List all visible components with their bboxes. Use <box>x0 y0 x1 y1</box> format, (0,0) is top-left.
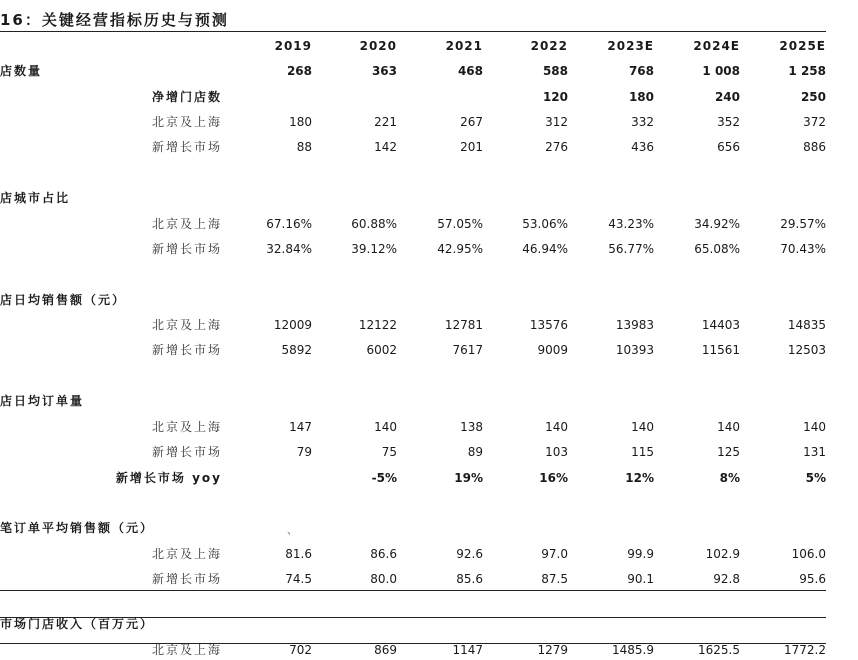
table-cell: 138 <box>460 420 483 434</box>
table-cell: 120 <box>542 90 568 104</box>
table-cell: 363 <box>371 64 397 78</box>
row-label: 新增长市场 <box>151 343 222 357</box>
row-label: 净增门店数 <box>151 90 222 104</box>
row-label: 北京及上海 <box>151 420 222 434</box>
row-label: 新增长市场 <box>151 445 222 459</box>
table-cell: 9009 <box>537 343 568 357</box>
section-label: 店日均订单量 <box>0 394 85 408</box>
table-cell <box>403 87 483 107</box>
row-label: 新增长市场 <box>151 242 222 256</box>
table-row <box>0 239 858 259</box>
table-row <box>0 315 858 335</box>
table-cell: 74.5 <box>285 572 312 586</box>
table-cell: 6002 <box>366 343 397 357</box>
section-label: 店数量 <box>0 64 43 78</box>
table-cell: 140 <box>545 420 568 434</box>
section-label: 店日均销售额（元） <box>0 293 127 307</box>
table-cell: 436 <box>631 140 654 154</box>
table-cell: 29.57% <box>780 217 826 231</box>
table-row <box>0 87 858 107</box>
row-label: 北京及上海 <box>151 318 222 332</box>
rule-top <box>0 31 826 32</box>
table-row <box>0 137 858 157</box>
row-label: 新增长市场 <box>151 140 222 154</box>
table-cell: 10393 <box>615 343 654 357</box>
year-header: 2021 <box>445 39 483 53</box>
table-cell: 588 <box>542 64 568 78</box>
table-cell: 103 <box>545 445 568 459</box>
section-row <box>0 518 858 538</box>
row-label: 新增长市场 yoy <box>115 471 222 485</box>
table-row <box>0 112 858 132</box>
table-cell: 201 <box>460 140 483 154</box>
table-cell: 92.8 <box>713 572 740 586</box>
table-title: 16：关键经营指标历史与预测 <box>0 11 229 29</box>
table-cell: 39.12% <box>351 242 397 256</box>
table-cell <box>317 87 397 107</box>
table-cell: 276 <box>545 140 568 154</box>
table-cell: 12009 <box>273 318 312 332</box>
year-header: 2025E <box>779 39 826 53</box>
table-cell: 140 <box>803 420 826 434</box>
table-cell: 12122 <box>358 318 397 332</box>
table-cell: 86.6 <box>370 547 397 561</box>
table-cell: 140 <box>631 420 654 434</box>
row-label: 新增长市场 <box>151 572 222 586</box>
table-row <box>0 544 858 564</box>
table-cell: 32.84% <box>266 242 312 256</box>
section-row <box>0 391 858 411</box>
section-row <box>0 290 858 310</box>
table-cell: 60.88% <box>351 217 397 231</box>
table-cell: 79 <box>296 445 312 459</box>
rule-middle <box>0 590 826 591</box>
table-cell: 12781 <box>444 318 483 332</box>
table-cell: 14835 <box>787 318 826 332</box>
table-cell: 5% <box>805 471 826 485</box>
table-cell: 352 <box>717 115 740 129</box>
table-cell: 57.05% <box>437 217 483 231</box>
section-row <box>0 614 858 634</box>
table-row <box>0 417 858 437</box>
table-row <box>0 340 858 360</box>
table-cell <box>232 468 312 488</box>
table-cell: 5892 <box>281 343 312 357</box>
table-cell: 12503 <box>787 343 826 357</box>
table-cell: 80.0 <box>370 572 397 586</box>
table-cell: 1147 <box>452 643 483 657</box>
header-row <box>0 36 858 56</box>
table-cell: 102.9 <box>705 547 740 561</box>
table-cell: 11561 <box>701 343 740 357</box>
table-cell <box>232 87 312 107</box>
table-cell: 90.1 <box>627 572 654 586</box>
table-cell: 468 <box>457 64 483 78</box>
table-row <box>0 640 858 660</box>
table-cell: 67.16% <box>266 217 312 231</box>
table-cell: 97.0 <box>541 547 568 561</box>
stray-mark: 、 <box>287 526 297 537</box>
table-cell: 372 <box>803 115 826 129</box>
section-row <box>0 188 858 208</box>
table-cell: 13576 <box>529 318 568 332</box>
table-cell: 180 <box>628 90 654 104</box>
table-cell: 65.08% <box>694 242 740 256</box>
table-cell: 131 <box>803 445 826 459</box>
table-cell: 1485.9 <box>612 643 654 657</box>
table-cell: 43.23% <box>608 217 654 231</box>
row-label: 北京及上海 <box>151 217 222 231</box>
section-row <box>0 61 858 81</box>
table-cell: 8% <box>719 471 740 485</box>
table-cell: 656 <box>717 140 740 154</box>
table-cell: 53.06% <box>522 217 568 231</box>
table-cell: 267 <box>460 115 483 129</box>
table-cell: 147 <box>289 420 312 434</box>
table-row <box>0 468 858 488</box>
table-row <box>0 442 858 462</box>
table-cell: 332 <box>631 115 654 129</box>
table-cell: 12% <box>625 471 654 485</box>
table-row <box>0 569 858 589</box>
table-cell: 19% <box>454 471 483 485</box>
year-header: 2019 <box>274 39 312 53</box>
table-cell: 1772.2 <box>784 643 826 657</box>
section-label: 笔订单平均销售额（元） <box>0 521 155 535</box>
table-cell: 42.95% <box>437 242 483 256</box>
table-cell: 56.77% <box>608 242 654 256</box>
year-header: 2024E <box>693 39 740 53</box>
year-header: 2020 <box>359 39 397 53</box>
table-cell: 702 <box>289 643 312 657</box>
table-cell: 115 <box>631 445 654 459</box>
table-cell: 75 <box>381 445 397 459</box>
table-cell: 240 <box>714 90 740 104</box>
table-cell: 81.6 <box>285 547 312 561</box>
table-cell: 125 <box>717 445 740 459</box>
row-label: 北京及上海 <box>151 643 222 657</box>
table-row <box>0 214 858 234</box>
table-cell: 92.6 <box>456 547 483 561</box>
table-cell: 312 <box>545 115 568 129</box>
table-cell: 85.6 <box>456 572 483 586</box>
table-cell: 89 <box>467 445 483 459</box>
table-cell: 140 <box>717 420 740 434</box>
table-cell: 13983 <box>615 318 654 332</box>
table-cell: 70.43% <box>780 242 826 256</box>
section-label: 市场门店收入（百万元） <box>0 617 155 631</box>
year-header: 2022 <box>530 39 568 53</box>
table-cell: 886 <box>803 140 826 154</box>
table-cell: 1279 <box>537 643 568 657</box>
table-cell: 142 <box>374 140 397 154</box>
table-cell: 221 <box>374 115 397 129</box>
table-cell: 46.94% <box>522 242 568 256</box>
table-cell: 1 008 <box>702 64 740 78</box>
table-cell: 99.9 <box>627 547 654 561</box>
table-cell: 7617 <box>452 343 483 357</box>
row-label: 北京及上海 <box>151 115 222 129</box>
table-cell: 180 <box>289 115 312 129</box>
section-label: 店城市占比 <box>0 191 71 205</box>
table-cell: 1625.5 <box>698 643 740 657</box>
row-label: 北京及上海 <box>151 547 222 561</box>
table-cell: 250 <box>800 90 826 104</box>
table-cell: -5% <box>371 471 397 485</box>
table-cell: 34.92% <box>694 217 740 231</box>
table-cell: 16% <box>539 471 568 485</box>
table-cell: 95.6 <box>799 572 826 586</box>
table-cell: 268 <box>286 64 312 78</box>
table-cell: 768 <box>628 64 654 78</box>
table-cell: 14403 <box>701 318 740 332</box>
table-cell: 106.0 <box>791 547 826 561</box>
table-cell: 87.5 <box>541 572 568 586</box>
year-header: 2023E <box>607 39 654 53</box>
table-cell: 140 <box>374 420 397 434</box>
table-cell: 869 <box>374 643 397 657</box>
table-cell: 88 <box>296 140 312 154</box>
table-cell: 1 258 <box>788 64 826 78</box>
